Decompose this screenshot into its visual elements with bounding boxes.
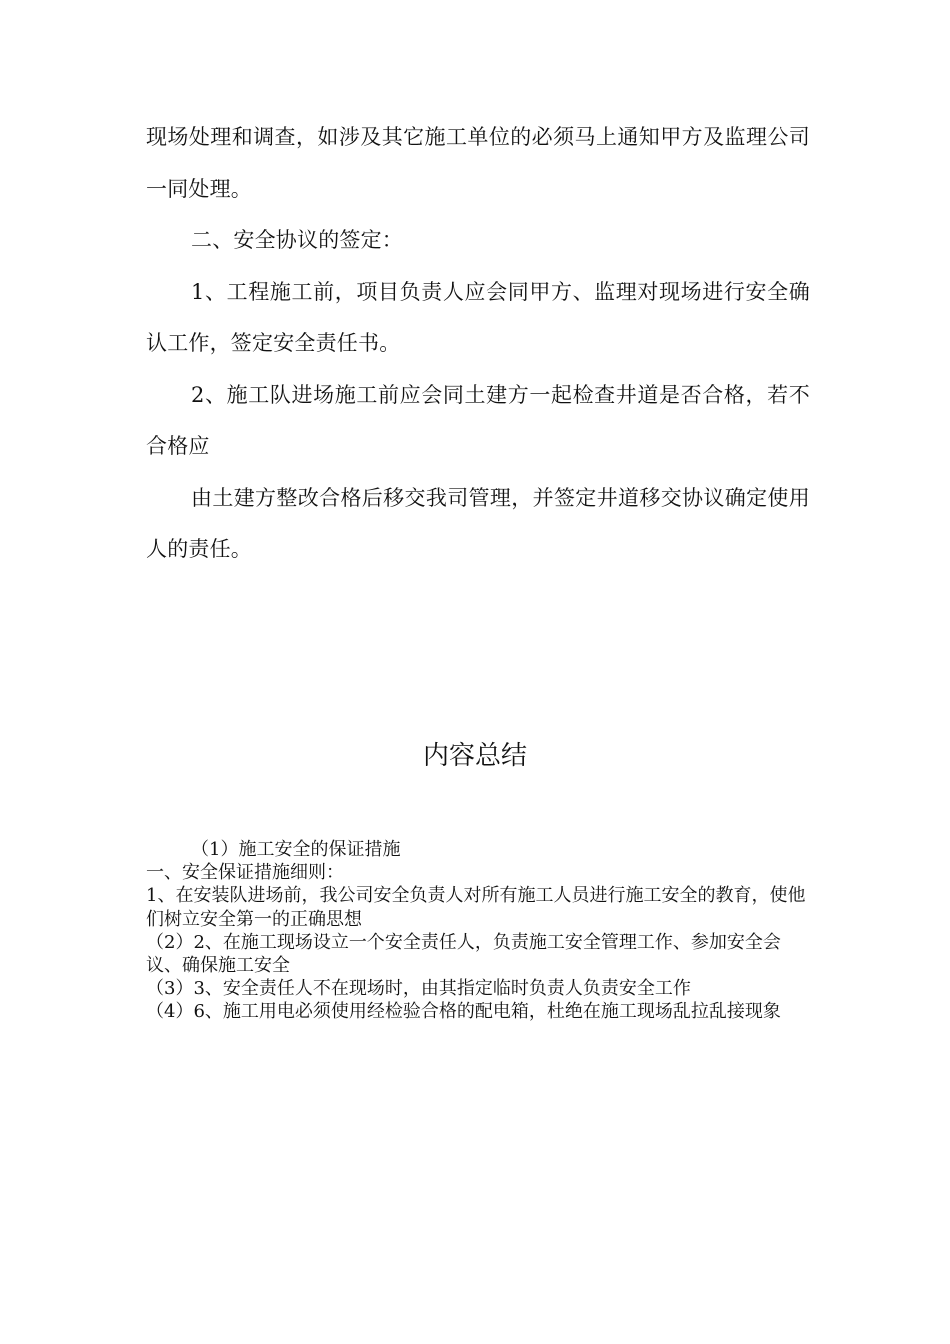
summary-line-3: 1、在安装队进场前，我公司安全负责人对所有施工人员进行施工安全的教育，使他们树立安全第一的正确思想 [146, 885, 806, 930]
summary-line-4: （2）2、在施工现场设立一个安全责任人，负责施工安全管理工作、参加安全会议、确保施工安全 [146, 931, 781, 977]
summary-line-6: （4）6、施工用电必须使用经检验合格的配电箱，杜绝在施工现场乱拉乱接现象 [146, 1001, 781, 1023]
paragraph-item-2-continued: 由土建方整改合格后移交我司管理，并签定井道移交协议确定使用人的责任。 [146, 485, 810, 561]
paragraph-item-2: 2、施工队进场施工前应会同土建方一起检查井道是否合格，若不合格应 [146, 382, 810, 458]
section-heading-safety-agreement: 二、安全协议的签定： [191, 228, 403, 252]
summary-line-5: （3）3、安全责任人不在现场时，由其指定临时负责人负责安全工作 [146, 978, 691, 1000]
summary-line-1: （1）施工安全的保证措施 [191, 839, 401, 860]
paragraph-incident-handling: 现场处理和调查，如涉及其它施工单位的必须马上通知甲方及监理公司一同处理。 [146, 125, 810, 201]
paragraph-item-1: 1、工程施工前，项目负责人应会同甲方、监理对现场进行安全确认工作，签定安全责任书。 [146, 279, 810, 355]
body-text-section [146, 112, 810, 576]
summary-section [146, 838, 810, 1024]
summary-title: 内容总结 [422, 741, 527, 771]
summary-line-2: 一、安全保证措施细则： [146, 862, 344, 884]
